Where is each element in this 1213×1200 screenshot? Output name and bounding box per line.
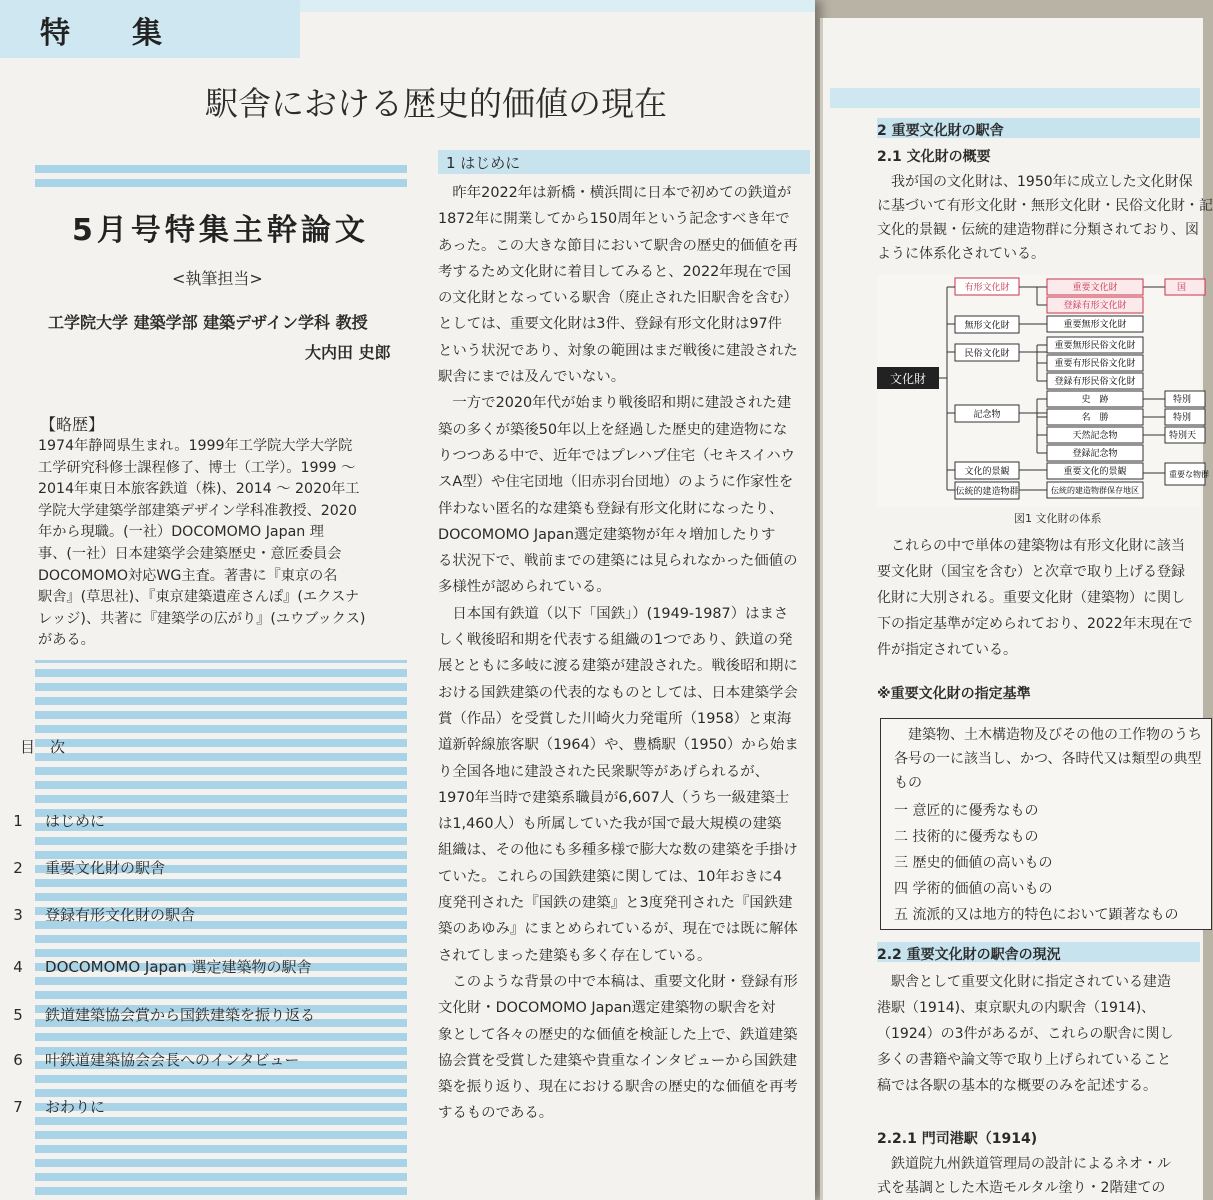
body-line: 築の多くが築後50年以上を経過した歴史的建造物にな (438, 421, 788, 438)
right-body-line: （1924）の3件があるが、これらの駅舎に関し (877, 1026, 1174, 1042)
figure-caption: 図1 文化財の体系 (1014, 512, 1102, 525)
right-subsubsection-heading: 2.2.1 門司港駅（1914) (877, 1131, 1038, 1147)
diagram-item: 重要無形文化財 (1063, 320, 1127, 330)
toc-item-number: 3 (13, 906, 23, 924)
body-line: りつつある中で、近年ではプレハブ住宅（セキスイハウ (438, 447, 796, 464)
diagram-item: 登録有形文化財 (1063, 301, 1127, 311)
diagram-category: 伝統的建造物群 (955, 487, 1019, 497)
toc-item (6, 956, 312, 977)
bio-line: 学院大学建築学部建築デザイン学科准教授、2020 (38, 502, 357, 519)
body-line: 度発刊された『国鉄の建築』と3度発刊された『国鉄建 (438, 895, 793, 912)
body-line: されてしまった建築も多く存在している。 (438, 947, 712, 964)
right-section-heading: 2 重要文化財の駅舎 (877, 123, 1004, 139)
body-line: するものである。 (438, 1105, 554, 1122)
diagram-category: 民俗文化財 (964, 349, 1010, 359)
body-line: という状況であり、対象の範囲はまだ戦後に建設された (438, 342, 798, 359)
bio-line: 1974年静岡県生まれ。1999年工学院大学大学院 (38, 438, 353, 454)
toc-item-label: 叶鉄道建築協会会長へのインタビュー (45, 1051, 300, 1069)
body-line: 展とともに多岐に渡る建築が建設された。戦後昭和期に (438, 658, 798, 675)
right-body-line: 鉄道院九州鉄道管理局の設計によるネオ・ル (877, 1156, 1171, 1172)
diagram-root-label: 文化財 (889, 372, 927, 386)
bio-line: 事、(一社）日本建築学会建築歴史・意匠委員会 (38, 545, 342, 562)
criteria-line: 一 意匠的に優秀なもの (894, 803, 1039, 819)
right-body-line: ように体系化されている。 (877, 246, 1045, 262)
diagram-item: 登録有形民俗文化財 (1054, 377, 1136, 387)
right-body-line: 我が国の文化財は、1950年に成立した文化財保 (877, 174, 1193, 190)
body-line: このような背景の中で本稿は、重要文化財・登録有形 (438, 973, 798, 990)
right-body-line: 下の指定基準が定められており、2022年末現在で (877, 616, 1193, 632)
bio-line: レッジ)、共著に『建築学の広がり』(ユウブックス) (38, 610, 366, 627)
diagram-item: 重要有形民俗文化財 (1054, 359, 1136, 369)
body-line: ていた。これらの国鉄建築に関しては、10年おきに4 (438, 868, 783, 885)
toc-item (6, 810, 105, 831)
bio-line: 年から現職。(一社）DOCOMOMO Japan 理 (38, 524, 324, 541)
body-line: あった。この大きな節目において駅舎の歴史的価値を再 (438, 237, 798, 254)
diagram-category: 無形文化財 (964, 321, 1010, 331)
body-line: 1970年当時で建築系職員が6,607人（うち一級建築士 (438, 789, 790, 806)
toc-item (6, 1096, 105, 1117)
body-line: 考するため文化財に着目してみると、2022年現在で国 (438, 263, 792, 280)
criteria-line: 四 学術的価値の高いもの (894, 881, 1053, 897)
body-line: スA型）や住宅団地（旧赤羽台団地）のように作家性を (438, 474, 794, 491)
body-line: 一方で2020年代が始まり戦後昭和期に建設された建 (438, 395, 792, 412)
bio-line: 工学研究科修士課程修了、博士（工学）。1999 ～ (38, 459, 356, 476)
right-body-line: 稿では各駅の基本的な概要のみを記述する。 (877, 1078, 1157, 1094)
toc-item-number: 5 (13, 1006, 23, 1024)
author-affiliation: 工学院大学 建築学部 建築デザイン学科 教授 (48, 313, 368, 332)
body-line: 昨年2022年は新橋・横浜間に日本で初めての鉄道が (438, 185, 792, 201)
criteria-line: 各号の一に該当し、かつ、各時代又は類型の典型 (894, 751, 1202, 767)
toc-item (6, 1004, 315, 1025)
toc-item-number: 4 (13, 958, 23, 976)
diagram-right-item: 国 (1177, 283, 1187, 293)
toc-heading: 目 次 (20, 738, 66, 756)
body-line: おける国鉄建築の代表的なものとしては、日本建築学会 (438, 684, 798, 701)
right-subsection-heading: 2.1 文化財の概要 (877, 149, 991, 165)
toc-item-label: おわりに (45, 1098, 106, 1116)
diagram-item: 名 勝 (1081, 413, 1109, 423)
toc-item-number: 7 (13, 1098, 23, 1116)
right-body-line: これらの中で単体の建築物は有形文化財に該当 (877, 538, 1185, 554)
toc-item (6, 857, 165, 878)
toc-item-label: 登録有形文化財の駅舎 (45, 906, 196, 924)
bio-line: DOCOMOMO対応WG主査。著書に『東京の名 (38, 567, 338, 584)
bio-text (38, 436, 400, 652)
diagram-right-item: 特別 (1173, 395, 1192, 405)
body-line: 伴わない匿名的な建築も登録有形文化財になったり、 (438, 500, 784, 517)
article-title: 駅舎における歴史的価値の現在 (205, 84, 667, 123)
cultural-property-diagram (877, 275, 1209, 507)
toc-item-label: DOCOMOMO Japan 選定建築物の駅舎 (45, 958, 312, 976)
toc-item-number: 6 (13, 1051, 23, 1069)
body-line: る状況下で、戦前までの建築には見られなかった価値の (438, 553, 798, 570)
body-line: 協会賞を受賞した建築や貴重なインタビューから国鉄建 (438, 1052, 798, 1069)
criteria-line: 三 歴史的価値の高いもの (894, 855, 1053, 871)
feature-label: 特 集 (40, 16, 178, 51)
right-body-line: 化財に大別される。重要文化財（建築物）に関し (877, 590, 1185, 606)
toc-item-label: はじめに (45, 812, 106, 830)
bio-line: 2014年東日本旅客鉄道（株)、2014 ～ 2020年工 (38, 481, 360, 498)
diagram-right-item: 特別 (1173, 413, 1192, 423)
right-subsection-heading: 2.2 重要文化財の駅舎の現況 (877, 947, 1061, 963)
diagram-category: 記念物 (973, 410, 1001, 420)
diagram-item: 登録記念物 (1072, 449, 1118, 459)
toc-item (6, 904, 195, 925)
body-line: 賞（作品）を受賞した川崎火力発電所（1958）と東海 (438, 710, 792, 727)
author-name: 大内田 史郎 (305, 343, 391, 362)
right-body-line: 文化的景観・伝統的建造物群に分類されており、図 (877, 222, 1199, 238)
diagram-right-item: 特別天 (1169, 431, 1197, 441)
criteria-line: もの (894, 775, 922, 791)
diagram-item: 天然記念物 (1072, 431, 1118, 441)
diagram-item: 重要文化財 (1072, 283, 1118, 293)
header-band-strip (300, 0, 815, 12)
diagram-item: 重要無形民俗文化財 (1054, 341, 1136, 351)
diagram-item: 重要文化的景観 (1063, 467, 1127, 477)
diagram-category: 文化的景観 (964, 467, 1010, 477)
bio-line: 駅舎』(草思社)、『東京建築遺産さんぽ』(エクスナ (38, 589, 360, 606)
toc-item-label: 重要文化財の駅舎 (45, 859, 166, 877)
diagram-right-item: 重要な物群 (1169, 470, 1209, 479)
body-line: 道新幹線旅客駅（1964）や、豊橋駅（1950）から始ま (438, 737, 799, 754)
section-body (438, 180, 810, 1127)
body-line: 1872年に開業してから150周年という記念すべき年で (438, 211, 790, 228)
criteria-line: 五 流派的又は地方的特色において顕著なもの (894, 907, 1179, 923)
body-line: 文化財・DOCOMOMO Japan選定建築物の駅舎を対 (438, 1000, 776, 1017)
right-body-line: 要文化財（国宝を含む）と次章で取り上げる登録 (877, 564, 1185, 580)
diagram-item: 史 跡 (1081, 395, 1109, 405)
right-body-line: 駅舎として重要文化財に指定されている建造 (877, 974, 1171, 990)
diagram-item: 伝統的建造物群保存地区 (1051, 486, 1139, 495)
right-body-line: 港駅（1914)、東京駅丸の内駅舎（1914)、 (877, 1000, 1156, 1016)
toc-item-label: 鉄道建築協会賞から国鉄建築を振り返る (45, 1006, 316, 1024)
toc-item (6, 1049, 299, 1070)
section-heading: 1 はじめに (446, 154, 521, 172)
feature-title: 5月号特集主幹論文 (72, 213, 369, 248)
body-line: DOCOMOMO Japan選定建築物が年々増加したりす (438, 526, 776, 543)
right-body-line: 式を基調とした木造モルタル塗り・2階建ての (877, 1180, 1166, 1196)
body-line: 築のあゆみ』にまとめられているが、現在では既に解体 (438, 921, 798, 938)
body-line: 日本国有鉄道（以下「国鉄」）(1949-1987）はまさ (438, 605, 789, 622)
body-line: り全国各地に建設された民衆駅等があげられるが、 (438, 763, 769, 780)
right-body-line: に基づいて有形文化財・無形文化財・民俗文化財・記 (877, 198, 1213, 214)
right-header-band (830, 88, 1200, 108)
author-role: <執筆担当> (172, 269, 263, 288)
body-line: は1,460人）も所属していた我が国で最大規模の建築 (438, 816, 782, 833)
body-line: としては、重要文化財は3件、登録有形文化財は97件 (438, 316, 783, 333)
body-line: 組織は、その他にも多種多様で膨大な数の建築を手掛け (438, 842, 798, 859)
body-line: 駅舎にまでは及んでいない。 (438, 369, 626, 386)
body-line: しく戦後昭和期を代表する組織の1つであり、鉄道の発 (438, 632, 793, 649)
bio-line: がある。 (38, 632, 95, 649)
toc-item-number: 1 (13, 812, 23, 830)
criteria-heading: ※重要文化財の指定基準 (877, 686, 1031, 702)
right-body-line: 多くの書籍や論文等で取り上げられていること (877, 1052, 1171, 1068)
right-body-line: 件が指定されている。 (877, 642, 1017, 658)
body-line: の文化財となっている駅舎（廃止された旧駅舎を含む） (438, 290, 798, 307)
diagram-category: 有形文化財 (964, 283, 1010, 293)
bio-heading: 【略歴】 (40, 415, 105, 434)
toc-item-number: 2 (13, 859, 23, 877)
body-line: 象として各々の歴史的な価値を検証した上で、鉄道建築 (438, 1026, 798, 1043)
body-line: 多様性が認められている。 (438, 579, 611, 596)
criteria-line: 二 技術的に優秀なもの (894, 829, 1039, 845)
body-line: 築を振り返り、現在における駅舎の歴史的な価値を再考 (438, 1079, 798, 1096)
criteria-line: 建築物、土木構造物及びその他の工作物のうち (894, 727, 1202, 743)
